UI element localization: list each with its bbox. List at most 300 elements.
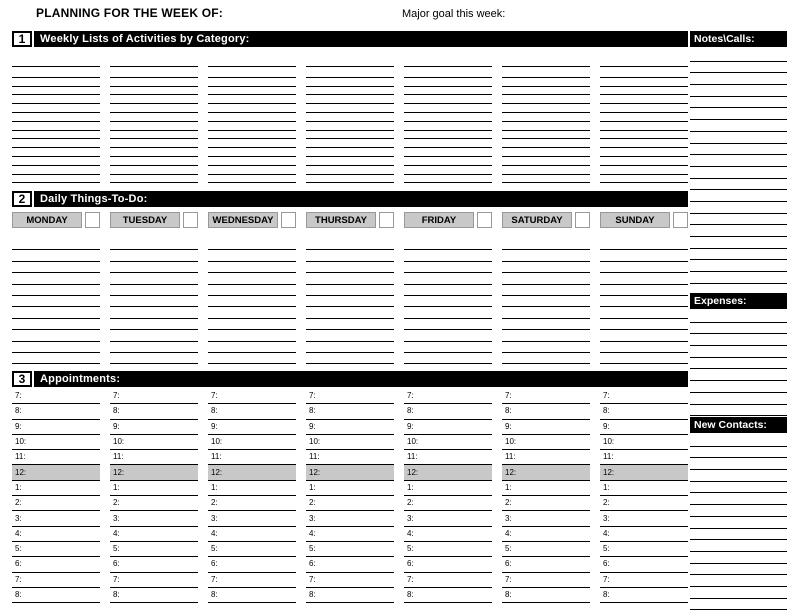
appointment-row [306,481,394,496]
appointment-row [110,573,198,588]
appointment-time-label: 9: [407,421,414,431]
sidebar-line [690,50,787,62]
appointment-row [502,542,590,557]
blank-line [404,262,492,273]
appointment-time-label: 3: [309,513,316,523]
appointment-time-label: 10: [113,437,125,447]
blank-line [502,166,590,175]
blank-line [110,69,198,78]
appointment-row [12,573,100,588]
appointment-row [306,527,394,542]
blank-line [306,157,394,166]
appointment-row [12,588,100,603]
blank-line [600,78,688,87]
appointment-time-label: 11: [407,452,418,462]
blank-line [208,131,296,140]
appointment-row [306,420,394,435]
notes-calls-lines [690,50,787,284]
blank-line [208,273,296,284]
blank-line [502,319,590,330]
appointment-row [110,588,198,603]
weekly-list-column [306,56,394,183]
blank-line [110,104,198,113]
appointment-time-label: 12: [113,467,125,477]
appointment-time-label: 7: [603,391,610,401]
weekly-list-column [502,56,590,183]
blank-line [600,113,688,122]
blank-line [600,296,688,307]
appointment-row [208,511,296,526]
blank-line [404,353,492,364]
appointment-row [110,511,198,526]
sidebar-line [690,132,787,144]
appointment-time-label: 2: [603,498,610,508]
appointment-time-label: 8: [505,590,512,599]
daily-todo-column [306,239,394,364]
appointment-row [12,557,100,572]
appointment-time-label: 7: [113,574,120,584]
appointment-time-label: 9: [309,421,316,431]
blank-line [110,353,198,364]
appointment-row [600,527,688,542]
blank-line [110,342,198,353]
appointment-time-label: 4: [113,528,120,538]
appointment-row [12,404,100,419]
section-daily-header [12,191,688,207]
blank-line [208,330,296,341]
day-headers-row [12,212,688,228]
appointment-time-label: 10: [211,437,223,447]
category-title-line [12,56,100,67]
appointment-row [502,420,590,435]
appointment-time-label: 12: [505,467,517,477]
weekly-lists-grid [12,56,688,183]
day-header-cell [600,212,688,228]
blank-line [208,104,296,113]
appointment-row [110,527,198,542]
blank-line [12,319,100,330]
appointment-column [208,389,296,603]
appointment-time-label: 4: [407,528,414,538]
blank-line [502,157,590,166]
appointment-row [110,450,198,465]
blank-line [306,175,394,184]
sidebar-line [690,225,787,237]
appointment-time-label: 1: [603,482,610,492]
day-date-box [281,212,296,228]
appointment-row [12,435,100,450]
appointment-row [208,450,296,465]
appointment-row [110,420,198,435]
appointment-time-label: 4: [603,528,610,538]
appointment-time-label: 11: [309,452,320,462]
appointment-time-label: 11: [603,452,614,462]
blank-line [600,148,688,157]
day-name-label: WEDNESDAY [208,212,278,228]
day-date-box [85,212,100,228]
sidebar-line [690,540,787,552]
appointment-row [600,404,688,419]
appointment-row [404,481,492,496]
appointment-time-label: 7: [211,391,218,401]
day-date-box [673,212,688,228]
day-header-cell [208,212,296,228]
blank-line [306,78,394,87]
sidebar-line [690,587,787,599]
weekly-list-column [208,56,296,183]
appointment-time-label: 8: [603,590,610,599]
blank-line [306,330,394,341]
sidebar-line [690,311,787,323]
appointment-row [600,573,688,588]
appointment-time-label: 6: [211,559,218,569]
appointment-time-label: 6: [407,559,414,569]
daily-todo-column [208,239,296,364]
weekly-list-column [600,56,688,183]
sidebar-line [690,405,787,417]
section-number-3: 3 [12,371,32,387]
appointment-time-label: 7: [505,391,512,401]
blank-line [110,122,198,131]
appointment-row [502,573,590,588]
appointment-time-label: 5: [15,544,22,554]
blank-line [12,166,100,175]
blank-line [502,285,590,296]
blank-line [306,273,394,284]
sidebar-line [690,529,787,541]
appointment-row [600,450,688,465]
appointment-row [12,527,100,542]
appointment-time-label: 12: [603,467,615,477]
appointment-row [208,420,296,435]
blank-line [600,353,688,364]
blank-line [12,330,100,341]
appointment-row [12,542,100,557]
blank-line [208,239,296,250]
appointment-row [600,481,688,496]
blank-line [306,69,394,78]
appointment-row [110,465,198,480]
appointment-time-label: 11: [113,452,124,462]
sidebar-line [690,482,787,494]
appointment-row [208,542,296,557]
appointment-time-label: 7: [505,574,512,584]
day-header-cell [12,212,100,228]
appointment-time-label: 5: [309,544,316,554]
page-title: PLANNING FOR THE WEEK OF: [36,6,223,20]
section-title-appointments: Appointments: [34,371,688,387]
appointment-row [12,450,100,465]
blank-line [306,307,394,318]
appointment-time-label: 1: [15,482,22,492]
appointment-row [404,511,492,526]
appointment-time-label: 12: [15,467,27,477]
blank-line [502,239,590,250]
appointment-time-label: 8: [113,590,120,599]
blank-line [306,139,394,148]
sidebar-line [690,97,787,109]
appointment-time-label: 5: [407,544,414,554]
blank-line [306,113,394,122]
blank-line [12,262,100,273]
sidebar-line [690,447,787,459]
appointment-row [502,496,590,511]
blank-line [110,139,198,148]
appointment-time-label: 4: [505,528,512,538]
appointment-time-label: 6: [15,559,22,569]
category-title-line [502,56,590,67]
sidebar-line [690,62,787,74]
blank-line [306,131,394,140]
notes-calls-header: Notes\Calls: [690,31,787,47]
blank-line [600,104,688,113]
appointment-row [600,496,688,511]
blank-line [110,148,198,157]
blank-line [306,319,394,330]
blank-line [306,87,394,96]
blank-line [600,319,688,330]
sidebar-line [690,458,787,470]
blank-line [404,131,492,140]
appointment-time-label: 8: [309,590,316,599]
appointment-row [502,481,590,496]
appointment-time-label: 10: [15,437,27,447]
appointment-row [306,557,394,572]
sidebar-line [690,505,787,517]
appointment-time-label: 1: [211,482,218,492]
appointment-time-label: 12: [407,467,419,477]
blank-line [208,166,296,175]
appointment-time-label: 8: [15,406,22,416]
expenses-lines [690,311,787,416]
appointment-row [502,389,590,404]
appointment-row [404,588,492,603]
appointment-row [208,481,296,496]
sidebar-line [690,575,787,587]
appointment-row [208,588,296,603]
section-weekly-header [12,31,688,47]
blank-line [208,148,296,157]
appointment-time-label: 6: [309,559,316,569]
blank-line [208,353,296,364]
appointment-time-label: 6: [113,559,120,569]
blank-line [110,95,198,104]
appointment-row [404,389,492,404]
appointment-row [502,450,590,465]
blank-line [404,330,492,341]
appointment-time-label: 9: [15,421,22,431]
appointment-column [404,389,492,603]
appointment-row [306,435,394,450]
blank-line [600,307,688,318]
blank-line [306,104,394,113]
appointment-row [110,404,198,419]
appointment-time-label: 9: [211,421,218,431]
blank-line [502,296,590,307]
blank-line [12,250,100,261]
appointment-time-label: 2: [15,498,22,508]
appointment-time-label: 8: [211,590,218,599]
appointment-time-label: 3: [211,513,218,523]
daily-todo-column [110,239,198,364]
blank-line [404,342,492,353]
sidebar-line [690,167,787,179]
blank-line [208,95,296,104]
blank-line [208,69,296,78]
appointment-row [502,527,590,542]
blank-line [600,122,688,131]
appointment-time-label: 9: [603,421,610,431]
day-date-box [379,212,394,228]
sidebar-line [690,599,787,611]
appointment-row [404,450,492,465]
blank-line [208,113,296,122]
section-number-2: 2 [12,191,32,207]
blank-line [110,175,198,184]
day-name-label: MONDAY [12,212,82,228]
appointment-row [502,435,590,450]
blank-line [110,273,198,284]
sidebar-line [690,73,787,85]
blank-line [208,122,296,131]
appointment-time-label: 10: [505,437,517,447]
appointment-time-label: 1: [505,482,512,492]
day-header-cell [502,212,590,228]
appointment-row [208,435,296,450]
appointment-row [110,481,198,496]
appointment-time-label: 12: [211,467,223,477]
appointment-time-label: 10: [309,437,321,447]
blank-line [404,319,492,330]
day-header-cell [404,212,492,228]
appointment-time-label: 5: [211,544,218,554]
appointment-row [208,465,296,480]
blank-line [208,175,296,184]
appointment-time-label: 7: [113,391,120,401]
blank-line [600,95,688,104]
appointment-time-label: 4: [211,528,218,538]
appointment-time-label: 3: [15,513,22,523]
blank-line [502,148,590,157]
appointment-time-label: 2: [113,498,120,508]
appointment-time-label: 3: [505,513,512,523]
blank-line [208,307,296,318]
appointment-row [404,465,492,480]
blank-line [12,342,100,353]
appointment-row [306,588,394,603]
appointment-row [404,420,492,435]
blank-line [502,78,590,87]
blank-line [12,122,100,131]
blank-line [306,262,394,273]
blank-line [600,139,688,148]
blank-line [404,87,492,96]
weekly-list-column [12,56,100,183]
category-title-line [404,56,492,67]
appointment-column [306,389,394,603]
appointment-time-label: 8: [211,406,218,416]
blank-line [306,250,394,261]
appointment-time-label: 8: [505,406,512,416]
day-name-label: THURSDAY [306,212,376,228]
appointment-time-label: 7: [603,574,610,584]
blank-line [306,285,394,296]
appointment-time-label: 3: [603,513,610,523]
blank-line [404,239,492,250]
appointment-column [502,389,590,603]
sidebar-line [690,369,787,381]
appointment-time-label: 7: [15,391,22,401]
blank-line [404,122,492,131]
expenses-header: Expenses: [690,293,787,309]
sidebar-line [690,272,787,284]
blank-line [12,104,100,113]
appointment-time-label: 5: [113,544,120,554]
appointment-row [306,450,394,465]
blank-line [110,157,198,166]
appointment-row [404,496,492,511]
appointment-row [600,588,688,603]
daily-todo-column [404,239,492,364]
appointment-time-label: 9: [113,421,120,431]
sidebar-line [690,517,787,529]
appointment-row [600,465,688,480]
blank-line [208,78,296,87]
appointment-time-label: 7: [407,391,414,401]
appointment-time-label: 8: [113,406,120,416]
appointment-row [110,435,198,450]
appointment-time-label: 2: [211,498,218,508]
blank-line [12,353,100,364]
appointment-time-label: 1: [113,482,120,492]
sidebar-line [690,202,787,214]
appointment-row [502,511,590,526]
appointment-row [600,542,688,557]
blank-line [502,342,590,353]
blank-line [12,157,100,166]
appointment-time-label: 7: [15,574,22,584]
blank-line [502,95,590,104]
day-name-label: TUESDAY [110,212,180,228]
blank-line [110,330,198,341]
appointment-time-label: 8: [603,406,610,416]
blank-line [110,166,198,175]
appointment-time-label: 4: [309,528,316,538]
blank-line [600,175,688,184]
appointment-time-label: 1: [309,482,316,492]
appointment-time-label: 5: [603,544,610,554]
blank-line [600,166,688,175]
weekly-list-column [110,56,198,183]
appointment-row [12,511,100,526]
blank-line [600,239,688,250]
category-title-line [600,56,688,67]
appointment-time-label: 5: [505,544,512,554]
sidebar-line [690,323,787,335]
day-name-label: FRIDAY [404,212,474,228]
blank-line [600,250,688,261]
blank-line [404,166,492,175]
appointment-row [306,465,394,480]
appointment-row [306,542,394,557]
blank-line [12,78,100,87]
appointment-time-label: 11: [211,452,222,462]
sidebar-line [690,237,787,249]
appointment-time-label: 8: [407,590,414,599]
blank-line [404,69,492,78]
blank-line [12,87,100,96]
sidebar-line [690,334,787,346]
